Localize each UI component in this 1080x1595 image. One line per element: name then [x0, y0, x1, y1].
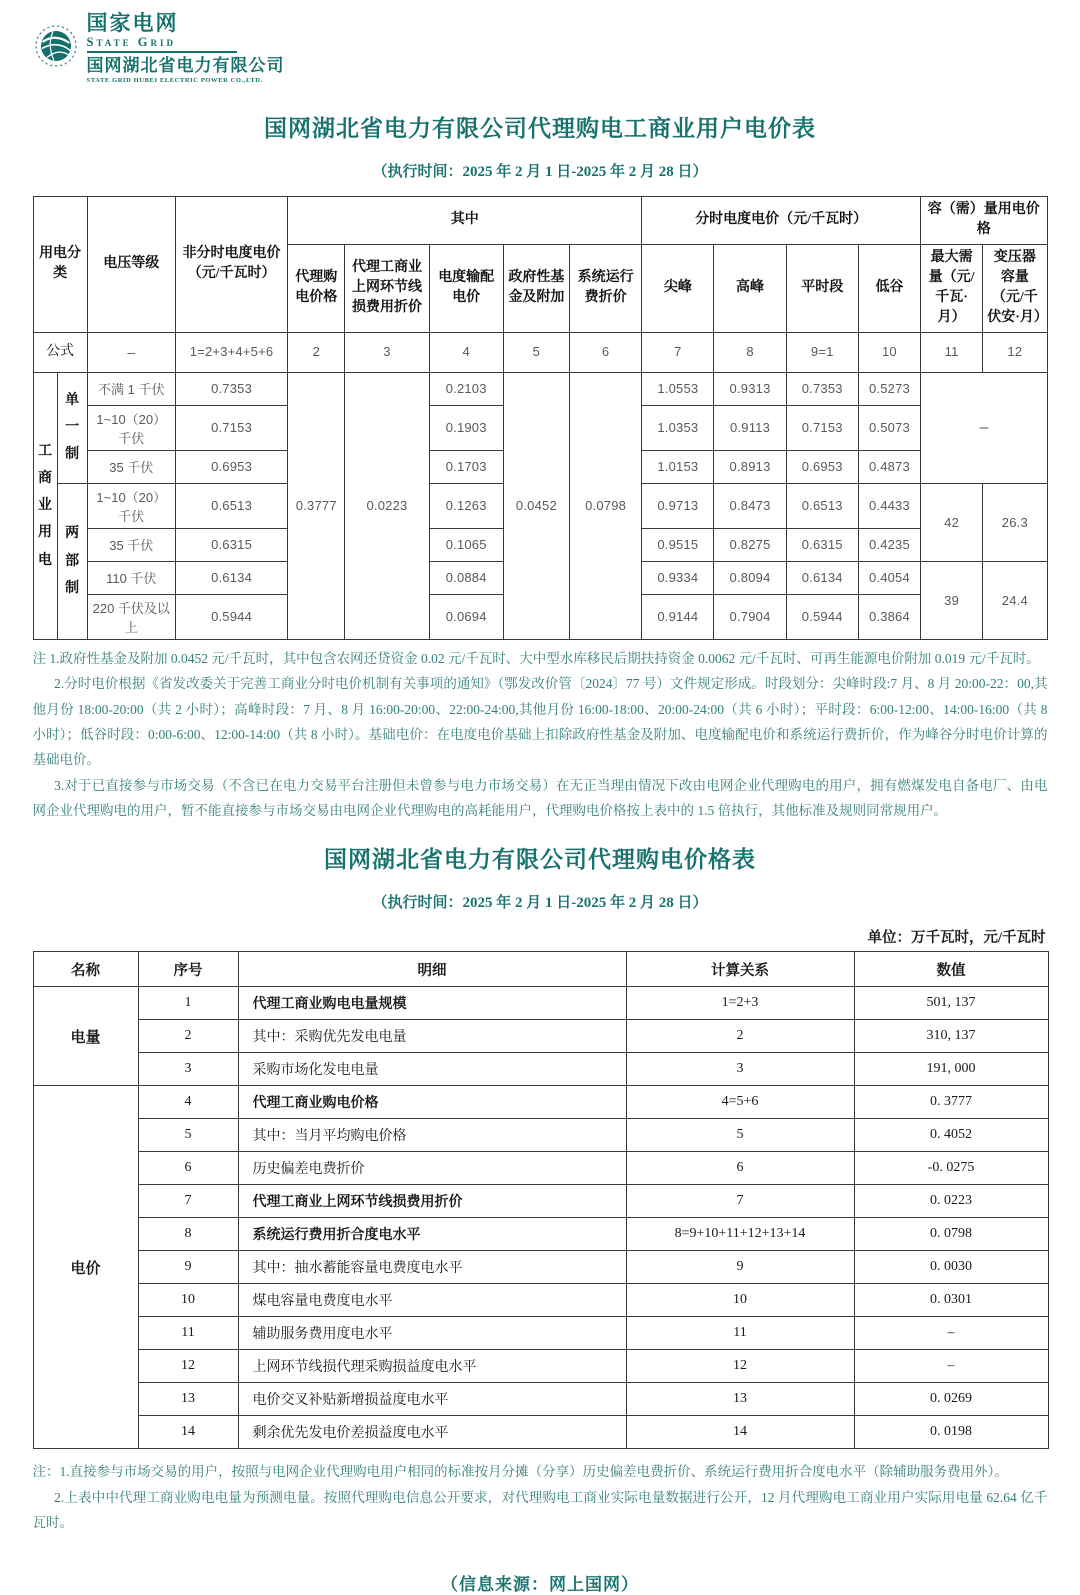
- hdr-detail: 明细: [238, 952, 626, 987]
- formula-cell: –: [87, 332, 175, 372]
- row-no: 10: [138, 1284, 238, 1317]
- valley-cell: 0.5073: [858, 405, 920, 450]
- formula-cell: 9=1: [786, 332, 858, 372]
- sharp-cell: 0.9144: [642, 594, 714, 639]
- row-calc: 5: [626, 1119, 854, 1152]
- row-value: 0. 0030: [854, 1251, 1048, 1284]
- formula-cell: 5: [503, 332, 569, 372]
- hdr-tou: 分时电度电价（元/千瓦时）: [642, 197, 921, 245]
- row-calc: 10: [626, 1284, 854, 1317]
- flat-price-cell: 0.6513: [175, 483, 287, 528]
- voltage-cell: 220 千伏及以上: [87, 594, 175, 639]
- flat-price-cell: 0.6315: [175, 528, 287, 561]
- table-row: [33, 987, 1048, 1020]
- row-detail: 煤电容量电费度电水平: [238, 1284, 626, 1317]
- voltage-cell: 110 千伏: [87, 561, 175, 594]
- capacity-dash-cell: –: [921, 372, 1047, 483]
- row-no: 4: [138, 1086, 238, 1119]
- row-calc: 6: [626, 1152, 854, 1185]
- transmission-cell: 0.2103: [429, 372, 503, 405]
- peak-cell: 0.8473: [714, 483, 786, 528]
- hdr-sys-fee: 系统运行费折价: [569, 244, 641, 332]
- sharp-cell: 1.0153: [642, 450, 714, 483]
- row-detail: 采购市场化发电电量: [238, 1053, 626, 1086]
- valley-cell: 0.3864: [858, 594, 920, 639]
- formula-cell: 10: [858, 332, 920, 372]
- row-calc: 9: [626, 1251, 854, 1284]
- hdr-sharp: 尖峰: [642, 244, 714, 332]
- commercial-user-price-table: [33, 196, 1048, 640]
- table-row: [33, 1383, 1048, 1416]
- hdr-flat-price: 非分时电度电价（元/千瓦时）: [175, 197, 287, 333]
- hdr-transmission: 电度输配电价: [429, 244, 503, 332]
- hdr-value: 数值: [854, 952, 1048, 987]
- row-no: 9: [138, 1251, 238, 1284]
- mid-cell: 0.6513: [786, 483, 858, 528]
- note-line: 2.上表中中代理工商业购电电量为预测电量。按照代理购电信息公开要求，对代理购电工商业实际电量数据进行公开，12 月代理购电工商业用户实际用电量 62.64 亿千瓦时。: [32, 1489, 1048, 1531]
- group-commercial-power: 工商业用电: [33, 372, 57, 639]
- row-detail: 上网环节线损代理采购损益度电水平: [238, 1350, 626, 1383]
- row-value: –: [854, 1350, 1048, 1383]
- row-calc: 13: [626, 1383, 854, 1416]
- group-price: 电价: [33, 1086, 138, 1449]
- row-detail: 辅助服务费用度电水平: [238, 1317, 626, 1350]
- hdr-mid: 平时段: [786, 244, 858, 332]
- row-value: 310, 137: [854, 1020, 1048, 1053]
- table-row: [33, 1284, 1048, 1317]
- formula-cell: 4: [429, 332, 503, 372]
- table-row: [33, 1053, 1048, 1086]
- hdr-capacity: 容（需）量用电价格: [921, 197, 1047, 245]
- table1-period: （执行时间：2025 年 2 月 1 日-2025 年 2 月 28 日）: [372, 164, 708, 180]
- row-detail: 电价交叉补贴新增损益度电水平: [238, 1383, 626, 1416]
- transformer-capacity-cell: 26.3: [983, 483, 1047, 561]
- flat-price-cell: 0.7153: [175, 405, 287, 450]
- mid-cell: 0.6134: [786, 561, 858, 594]
- table-row: [33, 1416, 1048, 1449]
- transmission-cell: 0.0884: [429, 561, 503, 594]
- row-calc: 12: [626, 1350, 854, 1383]
- hdr-agent-price: 代理购电价格: [288, 244, 345, 332]
- agent-purchase-price-table: [33, 951, 1049, 1449]
- table-row: [33, 1020, 1048, 1053]
- row-detail: 代理工商业购电电量规模: [238, 987, 626, 1020]
- sys-fee-cell: 0.0798: [569, 372, 641, 639]
- peak-cell: 0.8094: [714, 561, 786, 594]
- valley-cell: 0.5273: [858, 372, 920, 405]
- table-row: [33, 1152, 1048, 1185]
- peak-cell: 0.8275: [714, 528, 786, 561]
- row-no: 12: [138, 1350, 238, 1383]
- formula-cell: 2: [288, 332, 345, 372]
- agent-price-cell: 0.3777: [288, 372, 345, 639]
- row-detail: 代理工商业购电价格: [238, 1086, 626, 1119]
- row-detail: 代理工商业上网环节线损费用折价: [238, 1185, 626, 1218]
- peak-cell: 0.9313: [714, 372, 786, 405]
- company-name-en: STATE GRID HUBEI ELECTRIC POWER CO.,LTD.: [86, 76, 263, 84]
- table2-title: 国网湖北省电力有限公司代理购电价格表: [324, 847, 756, 873]
- sharp-cell: 0.9515: [642, 528, 714, 561]
- row-detail: 剩余优先发电价差损益度电水平: [238, 1416, 626, 1449]
- row-calc: 8=9+10+11+12+13+14: [626, 1218, 854, 1251]
- document-page: [33, 0, 1048, 1595]
- formula-cell: 7: [642, 332, 714, 372]
- flat-price-cell: 0.6134: [175, 561, 287, 594]
- flat-price-cell: 0.7353: [175, 372, 287, 405]
- row-no: 14: [138, 1416, 238, 1449]
- table-row: [33, 1251, 1048, 1284]
- row-value: 0. 0798: [854, 1218, 1048, 1251]
- sharp-cell: 0.9334: [642, 561, 714, 594]
- info-source-footer: （信息来源：网上国网）: [441, 1574, 639, 1594]
- hdr-no: 序号: [138, 952, 238, 987]
- formula-cell: 6: [569, 332, 641, 372]
- hdr-voltage: 电压等级: [87, 197, 175, 333]
- note-line: 3.对于已直接参与市场交易（不含已在电力交易平台注册但未曾参与电力市场交易）在无正当理由情况下改由电网企业代理购电的用户，拥有燃煤发电自备电厂、由电网企业代理购电的用户，暂不能直接参与市场交易由电网企业代理购电的高耗能用户，代理购电价格按上表中的 1.5 倍执行，其他标准及规则同常规用户。: [32, 777, 1048, 819]
- row-value: 0. 4052: [854, 1119, 1048, 1152]
- note-line: 注：1.直接参与市场交易的用户，按照与电网企业代理购电用户相同的标准按月分摊（分享）历史偏差电费折价、系统运行费用折合度电水平（除辅助服务费用外）。: [32, 1464, 1008, 1480]
- brand-name-en: State Grid: [86, 35, 176, 50]
- table-row: [33, 1317, 1048, 1350]
- transmission-cell: 0.1903: [429, 405, 503, 450]
- gov-fund-cell: 0.0452: [503, 372, 569, 639]
- max-demand-cell: 42: [921, 483, 983, 561]
- transformer-capacity-cell: 24.4: [983, 561, 1047, 639]
- row-no: 5: [138, 1119, 238, 1152]
- peak-cell: 0.7904: [714, 594, 786, 639]
- hdr-max-demand: 最大需量（元/千瓦·月）: [921, 244, 983, 332]
- row-calc: 11: [626, 1317, 854, 1350]
- logo-divider: [87, 51, 237, 53]
- transmission-cell: 0.0694: [429, 594, 503, 639]
- row-detail: 历史偏差电费折价: [238, 1152, 626, 1185]
- mid-cell: 0.7353: [786, 372, 858, 405]
- brand-name-cn: 国家电网: [86, 11, 179, 35]
- row-value: 0. 0223: [854, 1185, 1048, 1218]
- flat-price-cell: 0.5944: [175, 594, 287, 639]
- valley-cell: 0.4873: [858, 450, 920, 483]
- hdr-gov-fund: 政府性基金及附加: [503, 244, 569, 332]
- row-value: -0. 0275: [854, 1152, 1048, 1185]
- row-value: 0. 3777: [854, 1086, 1048, 1119]
- line-loss-cell: 0.0223: [345, 372, 429, 639]
- note-line: 2.分时电价根据《省发改委关于完善工商业分时电价机制有关事项的通知》（鄂发改价管〔2024〕77 号）文件规定形成。时段划分：尖峰时段:7 月、8 月 20:00-22：00,其他月份 18:00-20:00（共 2 小时）；高峰时段：7 月、8 月 16:00-20:00、22:00-24:00,其他月份 16:00-18:00、20:00-24:00（共 6 小时）；平时段：6:00-12:00、14:00-16:00（共 8 小时）；低谷时段：0:00-6:00、12:00-14:00（共 8 小时）。基础电价：在电度电价基础上扣除政府性基金及附加、电度输配电价和系统运行费折价，作为峰谷分时电价计算的基础电价。: [32, 676, 1048, 768]
- table-row: [33, 1350, 1048, 1383]
- transmission-cell: 0.1703: [429, 450, 503, 483]
- peak-cell: 0.8913: [714, 450, 786, 483]
- hdr-peak: 高峰: [714, 244, 786, 332]
- transmission-cell: 0.1263: [429, 483, 503, 528]
- voltage-cell: 35 千伏: [87, 450, 175, 483]
- mid-cell: 0.7153: [786, 405, 858, 450]
- row-value: 191, 000: [854, 1053, 1048, 1086]
- transmission-cell: 0.1065: [429, 528, 503, 561]
- unit-line: 单位：万千瓦时，元/千瓦时: [867, 930, 1046, 947]
- row-calc: 4=5+6: [626, 1086, 854, 1119]
- valley-cell: 0.4433: [858, 483, 920, 528]
- voltage-cell: 1~10（20）千伏: [87, 483, 175, 528]
- row-no: 1: [138, 987, 238, 1020]
- mid-cell: 0.6315: [786, 528, 858, 561]
- row-value: 0. 0301: [854, 1284, 1048, 1317]
- row-detail: 其中：采购优先发电电量: [238, 1020, 626, 1053]
- note-line: 注 1.政府性基金及附加 0.0452 元/千瓦时，其中包含农网还贷资金 0.02 元/千瓦时、大中型水库移民后期扶持资金 0.0062 元/千瓦时、可再生能源电价附加 0.019 元/千瓦时。: [32, 650, 1040, 666]
- formula-cell: 3: [345, 332, 429, 372]
- hdr-among: 其中: [288, 197, 642, 245]
- flat-price-cell: 0.6953: [175, 450, 287, 483]
- hdr-name: 名称: [33, 952, 138, 987]
- table-row: [33, 1218, 1048, 1251]
- sharp-cell: 0.9713: [642, 483, 714, 528]
- table-row: [33, 1119, 1048, 1152]
- formula-cell: 11: [921, 332, 983, 372]
- row-no: 8: [138, 1218, 238, 1251]
- row-no: 13: [138, 1383, 238, 1416]
- row-no: 6: [138, 1152, 238, 1185]
- group-single-system: 单一制: [57, 372, 87, 483]
- hdr-calc: 计算关系: [626, 952, 854, 987]
- row-no: 3: [138, 1053, 238, 1086]
- voltage-cell: 35 千伏: [87, 528, 175, 561]
- table2-notes: [33, 1459, 1048, 1535]
- hdr-valley: 低谷: [858, 244, 920, 332]
- row-no: 11: [138, 1317, 238, 1350]
- max-demand-cell: 39: [921, 561, 983, 639]
- row-value: 501, 137: [854, 987, 1048, 1020]
- company-name-cn: 国网湖北省电力有限公司: [86, 56, 285, 76]
- row-calc: 3: [626, 1053, 854, 1086]
- row-no: 2: [138, 1020, 238, 1053]
- table-row: [33, 1185, 1048, 1218]
- group-two-part-system: 两部制: [57, 483, 87, 639]
- valley-cell: 0.4054: [858, 561, 920, 594]
- sharp-cell: 1.0553: [642, 372, 714, 405]
- formula-cell: 1=2+3+4+5+6: [175, 332, 287, 372]
- row-calc: 1=2+3: [626, 987, 854, 1020]
- hdr-transformer: 变压器容量（元/千伏安·月）: [983, 244, 1047, 332]
- globe-icon: [33, 12, 79, 74]
- peak-cell: 0.9113: [714, 405, 786, 450]
- formula-cell: 8: [714, 332, 786, 372]
- table1-notes: [33, 646, 1048, 824]
- row-calc: 14: [626, 1416, 854, 1449]
- table2-period: （执行时间：2025 年 2 月 1 日-2025 年 2 月 28 日）: [372, 895, 708, 912]
- row-detail: 其中：当月平均购电价格: [238, 1119, 626, 1152]
- table-row: [33, 1086, 1048, 1119]
- row-calc: 2: [626, 1020, 854, 1053]
- group-energy: 电量: [33, 987, 138, 1086]
- row-detail: 系统运行费用折合度电水平: [238, 1218, 626, 1251]
- hdr-line-loss: 代理工商业上网环节线损费用折价: [345, 244, 429, 332]
- sharp-cell: 1.0353: [642, 405, 714, 450]
- hdr-category: 用电分类: [33, 197, 87, 333]
- state-grid-logo: [33, 12, 1048, 82]
- row-calc: 7: [626, 1185, 854, 1218]
- row-no: 7: [138, 1185, 238, 1218]
- row-detail: 其中：抽水蓄能容量电费度电水平: [238, 1251, 626, 1284]
- row-value: 0. 0269: [854, 1383, 1048, 1416]
- table1-title: 国网湖北省电力有限公司代理购电工商业用户电价表: [264, 116, 816, 141]
- row-value: 0. 0198: [854, 1416, 1048, 1449]
- voltage-cell: 1~10（20）千伏: [87, 405, 175, 450]
- logo-text: [87, 12, 285, 84]
- formula-cell: 12: [983, 332, 1047, 372]
- valley-cell: 0.4235: [858, 528, 920, 561]
- voltage-cell: 不满 1 千伏: [87, 372, 175, 405]
- mid-cell: 0.6953: [786, 450, 858, 483]
- formula-label: 公式: [33, 332, 87, 372]
- row-value: –: [854, 1317, 1048, 1350]
- mid-cell: 0.5944: [786, 594, 858, 639]
